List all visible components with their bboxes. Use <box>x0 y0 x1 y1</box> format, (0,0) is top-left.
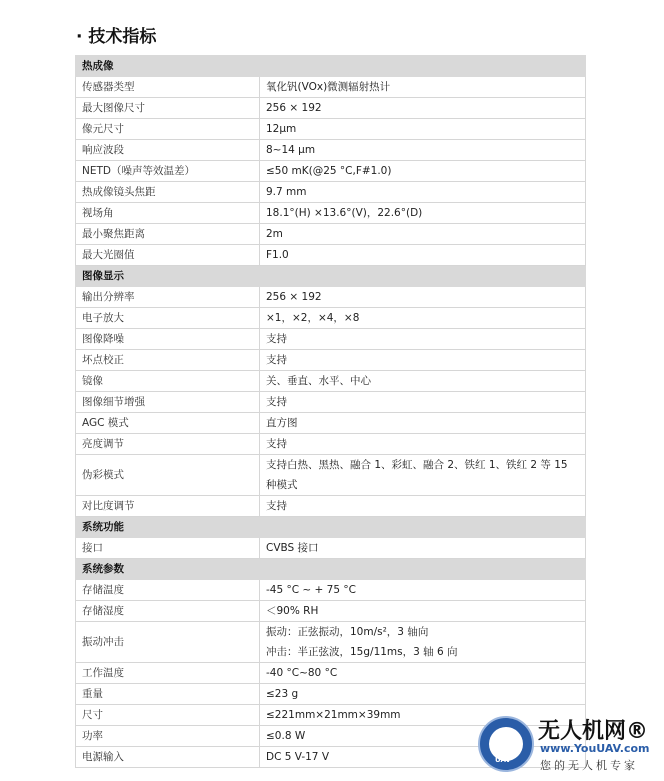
section-title: 系统参数 <box>76 559 586 580</box>
table-row <box>76 203 586 224</box>
table-row <box>76 580 586 601</box>
spec-value <box>260 434 586 455</box>
spec-value-line: ≤0.8 W <box>266 730 306 742</box>
spec-value <box>260 371 586 392</box>
table-row <box>76 308 586 329</box>
spec-value-line: ≤23 g <box>266 688 299 700</box>
spec-value-line: 12μm <box>266 123 297 135</box>
spec-value <box>260 455 586 496</box>
spec-value <box>260 287 586 308</box>
spec-label: 镜像 <box>76 371 260 392</box>
spec-value <box>260 413 586 434</box>
spec-label: 最大光圈值 <box>76 245 260 266</box>
spec-value-line: 支持 <box>266 396 287 408</box>
table-row <box>76 496 586 517</box>
spec-value <box>260 98 586 119</box>
table-row <box>76 392 586 413</box>
section-title: 系统功能 <box>76 517 586 538</box>
spec-value <box>260 245 586 266</box>
table-row <box>76 224 586 245</box>
spec-value-line: 直方图 <box>266 417 298 429</box>
spec-value <box>260 538 586 559</box>
spec-label: NETD（噪声等效温差） <box>76 161 260 182</box>
spec-label: 存储温度 <box>76 580 260 601</box>
spec-value <box>260 601 586 622</box>
spec-label: 重量 <box>76 684 260 705</box>
table-row <box>76 245 586 266</box>
spec-table <box>75 55 586 768</box>
spec-label: 对比度调节 <box>76 496 260 517</box>
spec-value <box>260 182 586 203</box>
logo-name: 无人机网® <box>538 719 649 744</box>
spec-value <box>260 392 586 413</box>
table-row <box>76 434 586 455</box>
spec-value-line: ＜90% RH <box>266 605 319 617</box>
table-row <box>76 77 586 98</box>
section-header <box>76 56 586 77</box>
spec-label: 振动冲击 <box>76 622 260 663</box>
table-row <box>76 161 586 182</box>
spec-value <box>260 77 586 98</box>
spec-value <box>260 350 586 371</box>
spec-label: 最小聚焦距离 <box>76 224 260 245</box>
spec-value <box>260 496 586 517</box>
spec-value-line: 氧化钒(VOx)微测辐射热计 <box>266 81 391 93</box>
spec-value <box>260 119 586 140</box>
spec-value <box>260 329 586 350</box>
spec-value <box>260 580 586 601</box>
spec-label: 尺寸 <box>76 705 260 726</box>
uav-badge-icon: UAV <box>478 716 534 772</box>
table-row <box>76 98 586 119</box>
spec-value-line: DC 5 V-17 V <box>266 751 330 763</box>
table-row <box>76 119 586 140</box>
table-row <box>76 684 586 705</box>
spec-value-line: 关、垂直、水平、中心 <box>266 375 371 387</box>
spec-label: 输出分辨率 <box>76 287 260 308</box>
table-row <box>76 287 586 308</box>
spec-label: 图像降噪 <box>76 329 260 350</box>
table-row <box>76 329 586 350</box>
section-title: 图像显示 <box>76 266 586 287</box>
spec-value-line: 2m <box>266 228 283 240</box>
spec-value <box>260 203 586 224</box>
section-header <box>76 559 586 580</box>
spec-value-line: 支持 <box>266 500 287 512</box>
spec-label: 伪彩模式 <box>76 455 260 496</box>
section-title: 热成像 <box>76 56 586 77</box>
spec-label: 工作温度 <box>76 663 260 684</box>
spec-value-line: 冲击：半正弦波，15g/11ms，3 轴 6 向 <box>266 646 458 658</box>
spec-value-line: 振动：正弦振动，10m/s²，3 轴向 <box>266 626 429 638</box>
spec-label: 坏点校正 <box>76 350 260 371</box>
spec-value <box>260 161 586 182</box>
spec-label: 存储湿度 <box>76 601 260 622</box>
spec-value <box>260 622 586 663</box>
table-row <box>76 182 586 203</box>
spec-label: 热成像镜头焦距 <box>76 182 260 203</box>
spec-value-line: 9.7 mm <box>266 186 307 198</box>
spec-label: 亮度调节 <box>76 434 260 455</box>
spec-value-line: -45 °C ~ + 75 °C <box>266 584 356 596</box>
spec-value-line: 支持 <box>266 354 287 366</box>
spec-value-line: 256 × 192 <box>266 291 322 303</box>
spec-value-line: 支持白热、黑热、融合 1、彩虹、融合 2、铁红 1、铁红 2 等 15 种模式 <box>266 459 568 491</box>
table-row <box>76 140 586 161</box>
table-row <box>76 663 586 684</box>
table-row <box>76 601 586 622</box>
table-row <box>76 350 586 371</box>
spec-value <box>260 663 586 684</box>
spec-label: 电子放大 <box>76 308 260 329</box>
table-row <box>76 538 586 559</box>
spec-value-line: 8~14 μm <box>266 144 316 156</box>
logo-url: www.YouUAV.com <box>540 742 650 755</box>
spec-value <box>260 308 586 329</box>
section-header <box>76 266 586 287</box>
spec-label: 电源输入 <box>76 747 260 768</box>
table-row <box>76 455 586 496</box>
spec-value-line: -40 °C~80 °C <box>266 667 338 679</box>
spec-label: 最大图像尺寸 <box>76 98 260 119</box>
spec-value-line: 支持 <box>266 333 287 345</box>
page-title: · 技术指标 <box>76 27 157 47</box>
spec-label: 功率 <box>76 726 260 747</box>
spec-label: 图像细节增强 <box>76 392 260 413</box>
spec-value-line: ×1，×2，×4，×8 <box>266 312 360 324</box>
spec-label: 像元尺寸 <box>76 119 260 140</box>
spec-value-line: CVBS 接口 <box>266 542 319 554</box>
table-row <box>76 413 586 434</box>
spec-label: 响应波段 <box>76 140 260 161</box>
spec-label: 接口 <box>76 538 260 559</box>
spec-value <box>260 140 586 161</box>
logo-slogan: 您的无人机专家 <box>540 759 638 772</box>
spec-value-line: 256 × 192 <box>266 102 322 114</box>
spec-value <box>260 684 586 705</box>
table-row <box>76 371 586 392</box>
spec-label: AGC 模式 <box>76 413 260 434</box>
spec-value-line: 18.1°(H) ×13.6°(V)，22.6°(D) <box>266 207 423 219</box>
table-row <box>76 622 586 663</box>
spec-value <box>260 224 586 245</box>
spec-value-line: ≤221mm×21mm×39mm <box>266 709 401 721</box>
section-header <box>76 517 586 538</box>
watermark-logo <box>478 714 664 781</box>
spec-value-line: ≤50 mK(@25 °C,F#1.0) <box>266 165 392 177</box>
spec-value-line: F1.0 <box>266 249 289 261</box>
spec-label: 传感器类型 <box>76 77 260 98</box>
spec-value-line: 支持 <box>266 438 287 450</box>
spec-label: 视场角 <box>76 203 260 224</box>
